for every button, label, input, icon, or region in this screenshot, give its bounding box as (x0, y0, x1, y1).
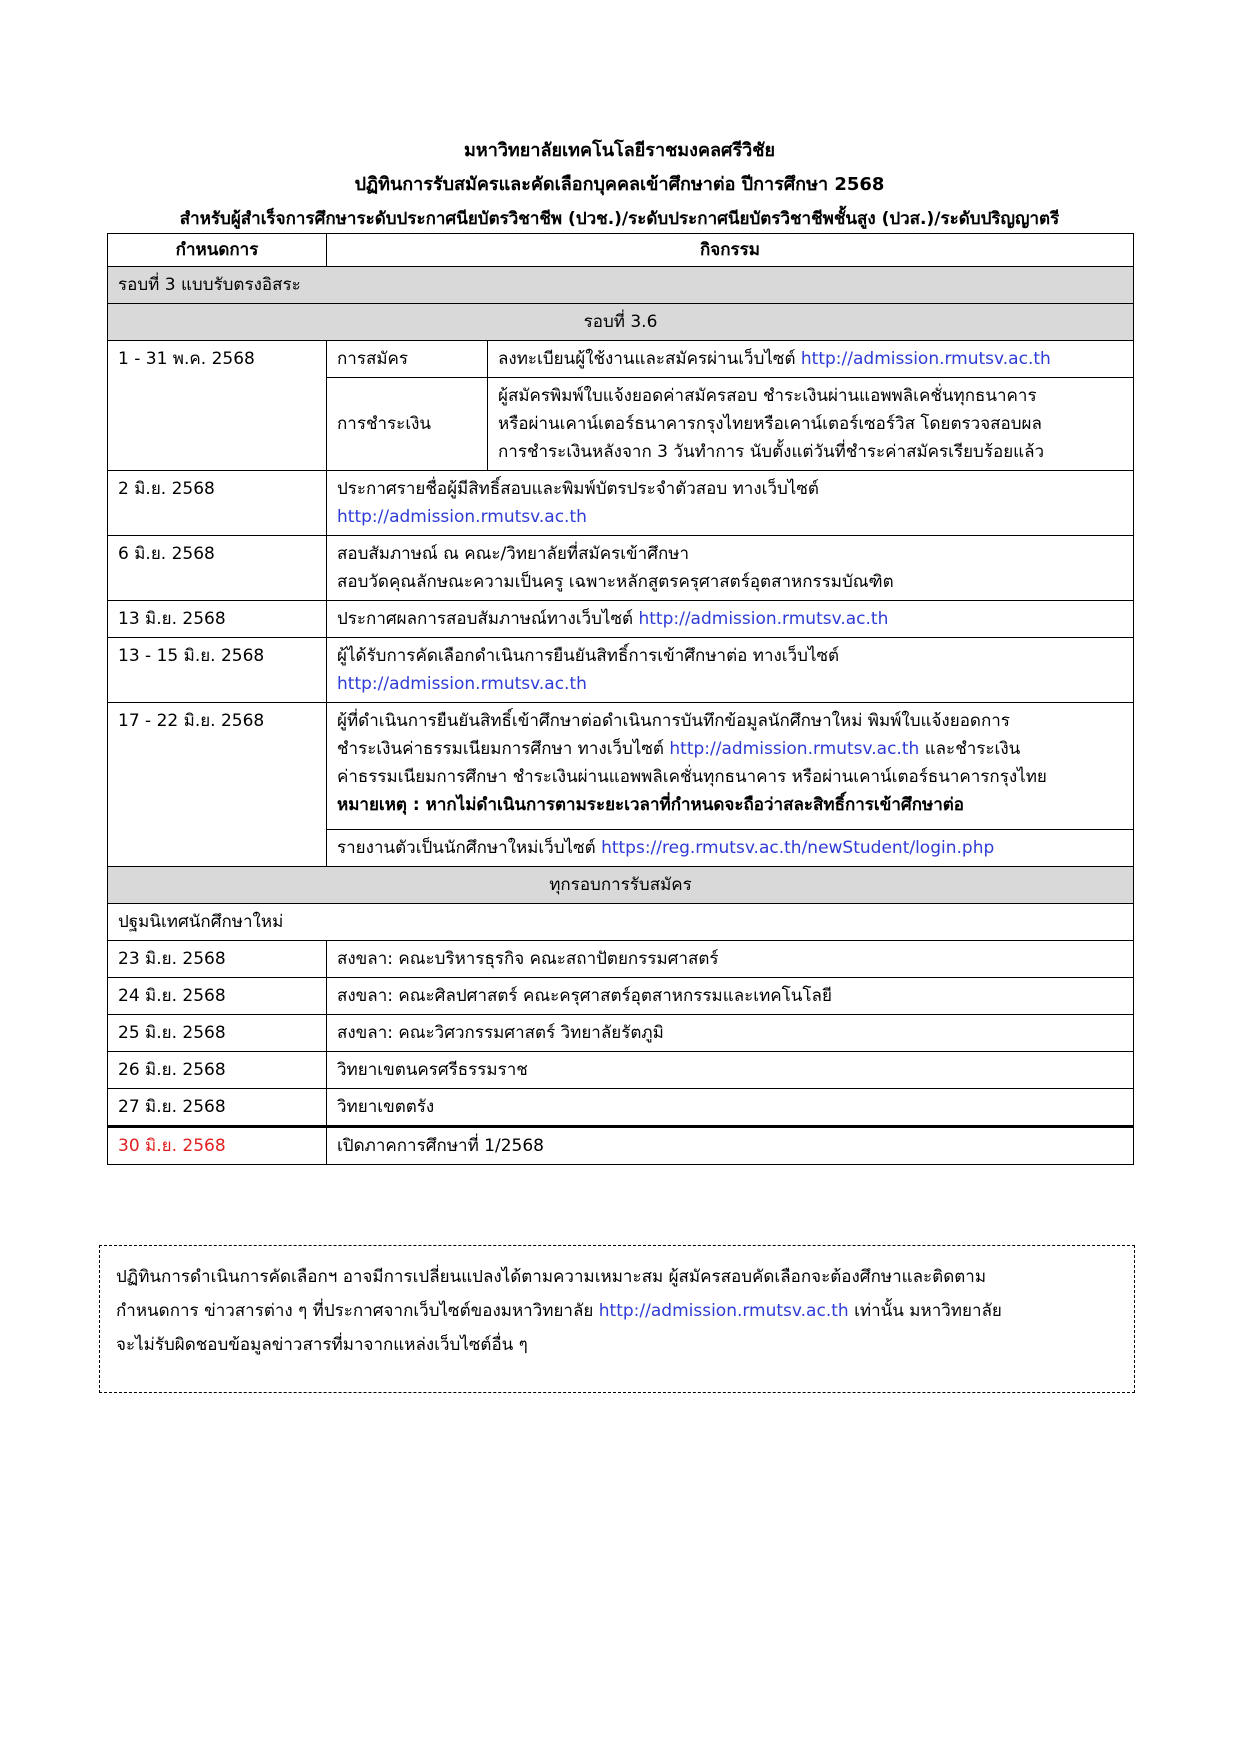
disclaimer-line: ปฏิทินการดำเนินการคัดเลือกฯ อาจมีการเปลี่ยนแปลงได้ตามความเหมาะสม ผู้สมัครสอบคัดเลือกจะต้องศึกษาและติดตาม (116, 1267, 987, 1287)
admission-link[interactable]: http://admission.rmutsv.ac.th (598, 1301, 849, 1321)
activity-text: ผู้ที่ดำเนินการยืนยันสิทธิ์เข้าศึกษาต่อดำเนินการบันทึกข้อมูลนักศึกษาใหม่ พิมพ์ใบแจ้งยอดการ (337, 711, 1010, 731)
activity-text: รายงานตัวเป็นนักศึกษาใหม่เว็บไซต์ (337, 838, 596, 858)
table-row (108, 601, 1134, 638)
date-cell: 23 มิ.ย. 2568 (108, 941, 327, 978)
disclaimer-line (116, 1294, 1118, 1328)
subround-title: รอบที่ 3.6 (108, 304, 1134, 341)
registration-link[interactable]: https://reg.rmutsv.ac.th/newStudent/login.php (601, 838, 995, 858)
payment-cell (488, 378, 1134, 471)
disclaimer-box (99, 1245, 1135, 1393)
activity-text-part: ชำระเงินค่าธรรมเนียมการศึกษา ทางเว็บไซต์ (337, 739, 664, 759)
table-row (108, 1127, 1134, 1165)
date-cell: 2 มิ.ย. 2568 (108, 471, 327, 536)
activity-cell (327, 638, 1134, 703)
column-header-date: กำหนดการ (108, 234, 327, 267)
disclaimer-text: กำหนดการ ข่าวสารต่าง ๆ ที่ประกาศจากเว็บไซต์ของมหาวิทยาลัย (116, 1301, 594, 1321)
all-rounds-title: ทุกรอบการรับสมัคร (108, 867, 1134, 904)
table-row (108, 536, 1134, 601)
payment-line: การชำระเงินหลังจาก 3 วันทำการ นับตั้งแต่วันที่ชำระค่าสมัครเรียบร้อยแล้ว (498, 442, 1045, 462)
apply-text: ลงทะเบียนผู้ใช้งานและสมัครผ่านเว็บไซต์ (498, 349, 796, 369)
date-cell: 25 มิ.ย. 2568 (108, 1015, 327, 1052)
table-row (108, 978, 1134, 1015)
activity-cell: วิทยาเขตนครศรีธรรมราช (327, 1052, 1134, 1089)
activity-text: สอบวัดคุณลักษณะความเป็นครู เฉพาะหลักสูตรครุศาสตร์อุตสาหกรรมบัณฑิต (337, 572, 894, 592)
activity-cell (327, 536, 1134, 601)
date-cell: 24 มิ.ย. 2568 (108, 978, 327, 1015)
admission-link[interactable]: http://admission.rmutsv.ac.th (337, 674, 587, 694)
activity-text: ประกาศรายชื่อผู้มีสิทธิ์สอบและพิมพ์บัตรประจำตัวสอบ ทางเว็บไซต์ (337, 479, 819, 499)
activity-cell (327, 830, 1134, 867)
calendar-subtitle: สำหรับผู้สำเร็จการศึกษาระดับประกาศนียบัตรวิชาชีพ (ปวช.)/ระดับประกาศนียบัตรวิชาชีพชั้นสูง (ปวส.)/ระดับปริญญาตรี (179, 209, 1060, 229)
document-header (0, 134, 1239, 236)
disclaimer-text: เท่านั้น มหาวิทยาลัย (854, 1301, 1002, 1321)
payment-line: ผู้สมัครพิมพ์ใบแจ้งยอดค่าสมัครสอบ ชำระเงินผ่านแอพพลิเคชั่นทุกธนาคาร (498, 386, 1037, 406)
activity-cell (327, 471, 1134, 536)
apply-cell (488, 341, 1134, 378)
date-cell: 1 - 31 พ.ค. 2568 (108, 341, 327, 471)
activity-cell (327, 601, 1134, 638)
activity-cell: เปิดภาคการศึกษาที่ 1/2568 (327, 1127, 1134, 1165)
table-row (108, 1052, 1134, 1089)
date-cell: 13 มิ.ย. 2568 (108, 601, 327, 638)
all-rounds-row (108, 867, 1134, 904)
activity-text-part: และชำระเงิน (924, 739, 1021, 759)
calendar-title: ปฏิทินการรับสมัครและคัดเลือกบุคคลเข้าศึกษาต่อ ปีการศึกษา 2568 (354, 174, 885, 195)
table-row (108, 1015, 1134, 1052)
disclaimer-line: จะไม่รับผิดชอบข้อมูลข่าวสารที่มาจากแหล่งเว็บไซต์อื่น ๆ (116, 1335, 528, 1355)
university-name: มหาวิทยาลัยเทคโนโลยีราชมงคลศรีวิชัย (463, 140, 775, 161)
table-row (108, 341, 1134, 378)
date-cell: 13 - 15 มิ.ย. 2568 (108, 638, 327, 703)
round-title: รอบที่ 3 แบบรับตรงอิสระ (108, 267, 1134, 304)
admission-link[interactable]: http://admission.rmutsv.ac.th (669, 739, 920, 759)
remark-text: หมายเหตุ : หากไม่ดำเนินการตามระยะเวลาที่กำหนดจะถือว่าสละสิทธิ์การเข้าศึกษาต่อ (337, 795, 964, 815)
activity-cell: สงขลา: คณะบริหารธุรกิจ คณะสถาปัตยกรรมศาสตร์ (327, 941, 1134, 978)
date-cell: 27 มิ.ย. 2568 (108, 1089, 327, 1127)
date-cell: 17 - 22 มิ.ย. 2568 (108, 703, 327, 867)
activity-text: สอบสัมภาษณ์ ณ คณะ/วิทยาลัยที่สมัครเข้าศึกษา (337, 544, 690, 564)
admission-calendar-table (107, 233, 1134, 1165)
activity-text: ประกาศผลการสอบสัมภาษณ์ทางเว็บไซต์ (337, 609, 634, 629)
admission-link[interactable]: http://admission.rmutsv.ac.th (800, 349, 1051, 369)
activity-text: ค่าธรรมเนียมการศึกษา ชำระเงินผ่านแอพพลิเคชั่นทุกธนาคาร หรือผ่านเคาน์เตอร์ธนาคารกรุงไทย (337, 767, 1047, 787)
round-row (108, 267, 1134, 304)
table-header-row (108, 234, 1134, 267)
activity-text: ผู้ได้รับการคัดเลือกดำเนินการยืนยันสิทธิ์การเข้าศึกษาต่อ ทางเว็บไซต์ (337, 646, 840, 666)
apply-label: การสมัคร (327, 341, 488, 378)
table-row (108, 638, 1134, 703)
column-header-activity: กิจกรรม (327, 234, 1134, 267)
date-cell: 6 มิ.ย. 2568 (108, 536, 327, 601)
semester-start-date: 30 มิ.ย. 2568 (108, 1127, 327, 1165)
subround-row (108, 304, 1134, 341)
table-row (108, 1089, 1134, 1127)
activity-cell: สงขลา: คณะศิลปศาสตร์ คณะครุศาสตร์อุตสาหกรรมและเทคโนโลยี (327, 978, 1134, 1015)
admission-link[interactable]: http://admission.rmutsv.ac.th (337, 507, 587, 527)
admission-link[interactable]: http://admission.rmutsv.ac.th (638, 609, 889, 629)
payment-line: หรือผ่านเคาน์เตอร์ธนาคารกรุงไทยหรือเคาน์เตอร์เซอร์วิส โดยตรวจสอบผล (498, 414, 1042, 434)
activity-cell: สงขลา: คณะวิศวกรรมศาสตร์ วิทยาลัยรัตภูมิ (327, 1015, 1134, 1052)
activity-cell: วิทยาเขตตรัง (327, 1089, 1134, 1127)
date-cell: 26 มิ.ย. 2568 (108, 1052, 327, 1089)
activity-cell (327, 703, 1134, 830)
orientation-row (108, 904, 1134, 941)
table-row (108, 941, 1134, 978)
orientation-title: ปฐมนิเทศนักศึกษาใหม่ (108, 904, 1134, 941)
table-row (108, 471, 1134, 536)
table-row (108, 703, 1134, 830)
payment-label: การชำระเงิน (327, 378, 488, 471)
activity-text (337, 735, 1123, 763)
